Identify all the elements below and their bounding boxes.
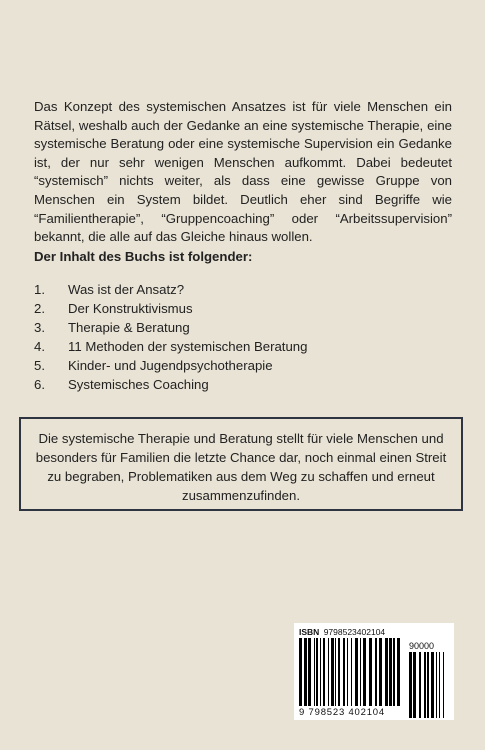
list-item-number: 4.: [34, 339, 45, 355]
list-item-label: Der Konstruktivismus: [68, 301, 193, 317]
barcode-bar: [323, 638, 325, 706]
barcode-bar: [308, 638, 311, 706]
barcode-bar: [335, 638, 336, 706]
list-item-label: Systemisches Coaching: [68, 377, 209, 393]
barcode-bar: [443, 652, 444, 718]
barcode-bar: [409, 652, 412, 718]
list-item-number: 6.: [34, 377, 45, 393]
barcode-bar: [314, 638, 315, 706]
barcode-bar: [304, 638, 307, 706]
barcode-panel: [294, 623, 454, 720]
isbn-number: 9798523402104: [323, 627, 386, 637]
barcode-bar: [363, 638, 366, 706]
barcode-bar: [360, 638, 361, 706]
list-item-label: Kinder- und Jugendpsychotherapie: [68, 358, 273, 374]
barcode-bar: [393, 638, 395, 706]
list-item: [34, 375, 307, 394]
addon-digits: 90000: [409, 641, 435, 651]
list-item-label: Therapie & Beratung: [68, 320, 190, 336]
barcode-bar: [351, 638, 352, 706]
highlight-box: [19, 417, 463, 511]
barcode-bar: [389, 638, 392, 706]
contents-heading: Der Inhalt des Buchs ist folgender:: [34, 249, 253, 264]
list-item-number: 2.: [34, 301, 45, 317]
barcode-bar: [328, 638, 329, 706]
barcode-digits: 9 798523 402104: [299, 707, 385, 718]
barcode-bar: [431, 652, 434, 718]
addon-barcode: [409, 641, 447, 718]
barcode-bar: [369, 638, 372, 706]
highlight-text: Die systemische Therapie und Beratung stellt für viele Menschen und besonders für Familien die letzte Chance dar, noch einmal einen Streit zu begraben, Problematiken aus dem Weg zu schaffen und erneut zusammenzufinden.: [35, 431, 447, 503]
list-item: [34, 318, 307, 337]
barcode-bar: [355, 638, 358, 706]
barcode-bar: [316, 638, 318, 706]
main-barcode: [299, 638, 403, 718]
isbn-line: [299, 627, 449, 638]
list-item: [34, 280, 307, 299]
barcode-bar: [379, 638, 382, 706]
list-item-number: 5.: [34, 358, 45, 374]
list-item-number: 3.: [34, 320, 45, 336]
barcode-bar: [419, 652, 421, 718]
contents-list: [34, 280, 307, 395]
barcode-bar: [413, 652, 416, 718]
barcode-bar: [397, 638, 400, 706]
barcode-bar: [331, 638, 334, 706]
list-item-label: Was ist der Ansatz?: [68, 282, 185, 297]
barcode-bar: [436, 652, 437, 718]
barcode-bar: [385, 638, 388, 706]
barcode-bar: [343, 638, 345, 706]
barcode-bar: [375, 638, 377, 706]
barcode-addon-icon: [409, 652, 447, 718]
intro-paragraph: Das Konzept des systemischen Ansatzes ist für viele Menschen ein Rätsel, weshalb auch der Gedanke an eine systemische Therapie, eine systemische Beratung oder eine systemische Supervision ein Gedanke ist, der nur sehr wenigen Menschen aufkommt. Dabei bedeutet “systemisch” nichts weiter, als dass eine gewisse Gruppe von Menschen ein System bildet. Deutlich eher sind Begriffe wie “Familientherapie”, “Gruppencoaching” oder “Arbeitssupervision” bekannt, die alle auf das Gleiche hinaus wollen.: [34, 99, 452, 245]
barcode-bar: [439, 652, 440, 718]
list-item: [34, 337, 307, 356]
barcode-bars: [299, 638, 449, 718]
barcode-bar: [424, 652, 426, 718]
isbn-label: ISBN: [299, 627, 320, 637]
barcode-main-icon: [299, 638, 403, 706]
barcode-bar: [427, 652, 429, 718]
list-item-number: 1.: [34, 282, 45, 297]
list-item: [34, 299, 307, 318]
barcode-bar: [338, 638, 340, 706]
barcode-bar: [347, 638, 348, 706]
barcode-bar: [320, 638, 321, 706]
list-item: [34, 356, 307, 375]
list-item-label: 11 Methoden der systemischen Beratung: [68, 339, 308, 355]
barcode-bar: [299, 638, 302, 706]
